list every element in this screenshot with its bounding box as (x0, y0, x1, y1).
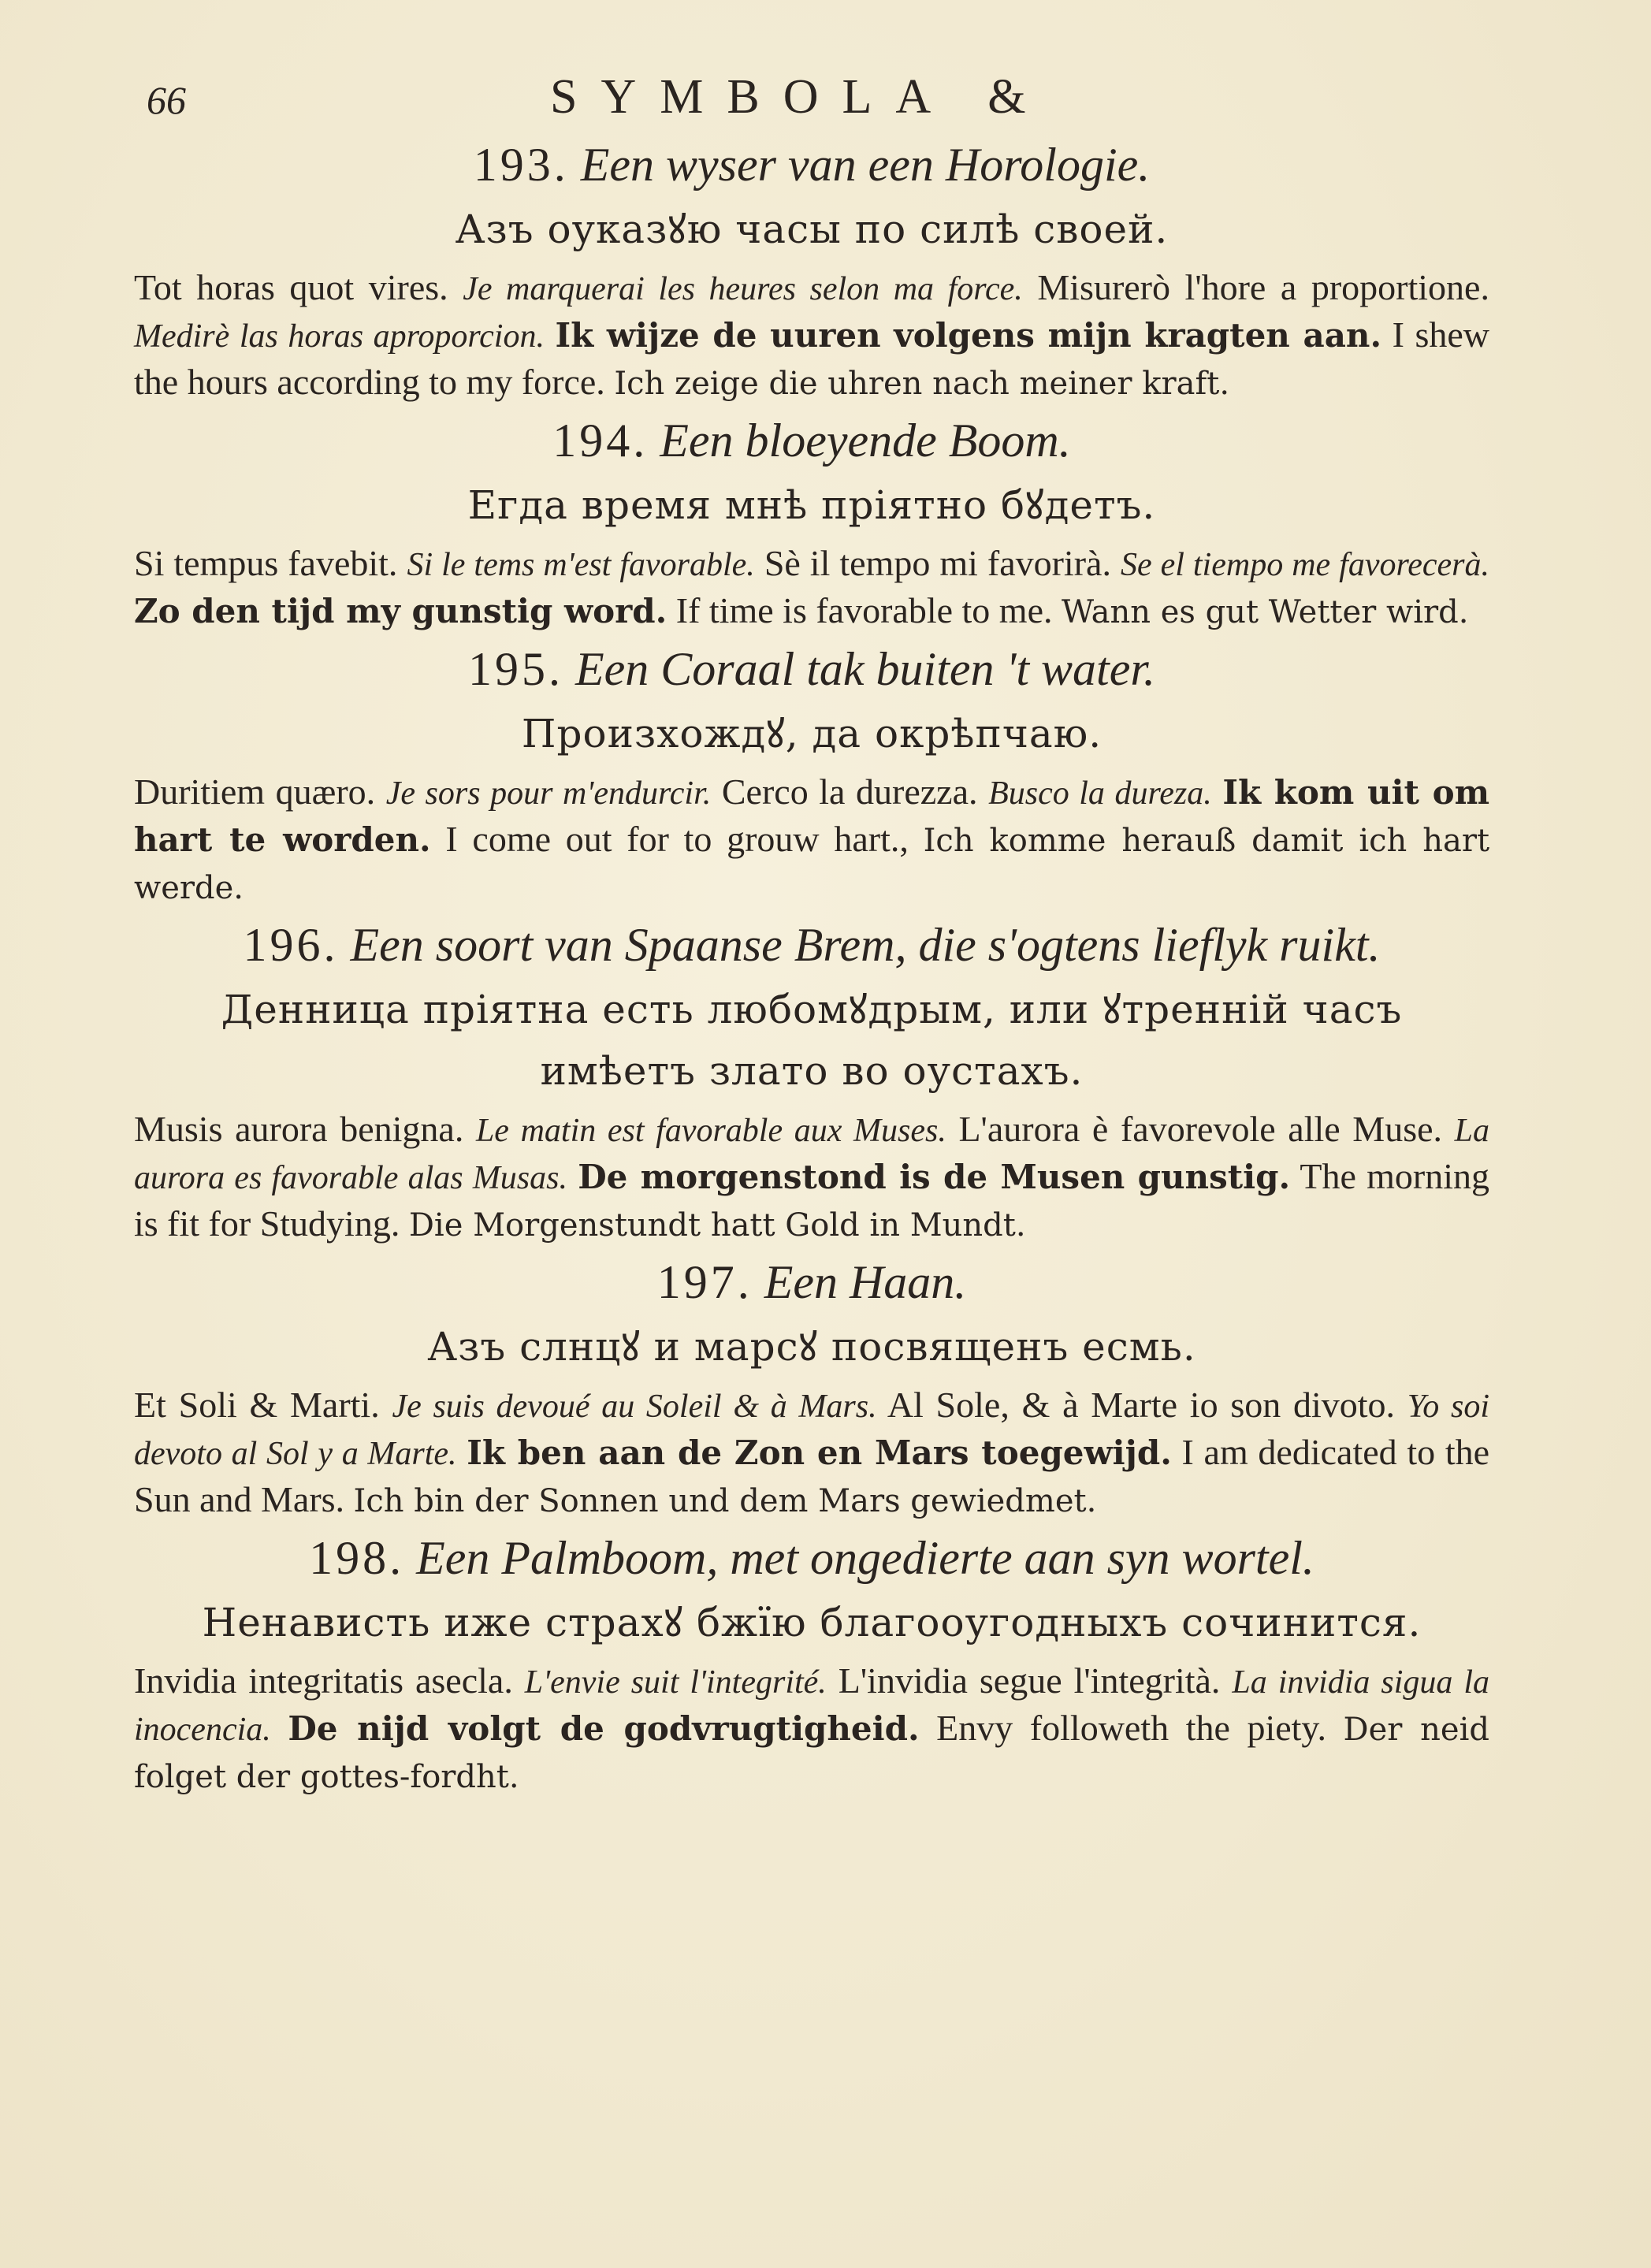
entry-title (134, 916, 1489, 974)
english-motto: I am dedicated to the Sun and Mars. (134, 1432, 1490, 1519)
latin-motto: Si tempus favebit. (134, 543, 398, 583)
italian-motto: Sè il tempo mi favorirà. (764, 543, 1111, 583)
slavonic-motto: Азъ слнцꙋ и марсꙋ посвященъ есмь. (427, 1324, 1196, 1370)
translations (134, 769, 1489, 911)
running-head: SYMBOLA & (550, 70, 1050, 124)
french-motto: Le matin est favorable aux Muses. (475, 1113, 946, 1149)
translations (134, 1382, 1489, 1524)
entry-number: 194. (552, 415, 649, 467)
german-motto: Ich komme herauß damit ich hart werde. (134, 823, 1490, 906)
latin-motto: Et Soli & Marti. (134, 1385, 380, 1425)
entry-title (134, 640, 1489, 698)
emblem-entry-194 (134, 411, 1489, 635)
spanish-motto: Medirè las horas aproporcion. (134, 318, 545, 355)
italian-motto: L'aurora è favorevole alle Muse. (958, 1109, 1443, 1149)
slavonic-motto: Егда время мнѣ пріятно бꙋдетъ. (467, 482, 1156, 528)
dutch-motto: Ik ben aan de Zon en Mars toegewijd. (467, 1433, 1172, 1472)
english-motto: I shew the hours according to my force. (134, 314, 1489, 402)
french-motto: L'envie suit l'integrité. (524, 1664, 827, 1701)
italian-motto: Misurerò l'hore a proportione. (1037, 267, 1489, 307)
entry-dutch-title: Een Coraal tak buiten 't water. (575, 643, 1156, 695)
english-motto: The morning is fit for Studying. (134, 1156, 1489, 1244)
entry-number: 195. (467, 643, 563, 695)
spanish-motto: La aurora es favorable alas Musas. (134, 1113, 1489, 1196)
dutch-motto: Zo den tijd my gunstig word. (134, 592, 667, 630)
spanish-motto: La invidia sigua la inocencia. (134, 1664, 1489, 1748)
latin-motto: Tot horas quot vires. (134, 267, 448, 307)
slavonic-motto: Азъ оуказꙋю часы по силѣ своей. (455, 206, 1169, 252)
entry-title (134, 1253, 1489, 1311)
latin-motto: Duritiem quæro. (134, 771, 376, 812)
slavonic-motto-line: имѣетъ злато во оустахъ. (540, 1048, 1084, 1094)
french-motto: Si le tems m'est favorable. (407, 547, 755, 583)
page-header (147, 69, 1502, 132)
german-motto: Ich bin der Sonnen und dem Mars gewiedmet. (353, 1483, 1097, 1519)
entry-dutch-title: Een bloeyende Boom. (660, 415, 1071, 467)
spanish-motto: Yo soi devoto al Sol y a Marte. (134, 1389, 1489, 1472)
entry-dutch-title: Een wyser van een Horologie. (580, 139, 1151, 191)
emblem-entry-196 (134, 916, 1489, 1248)
entry-dutch-title: Een Palmboom, met ongedierte aan syn wortel. (416, 1532, 1314, 1584)
entry-dutch-title: Een soort van Spaanse Brem, die s'ogtens lieflyk ruikt. (350, 919, 1381, 971)
entry-number: 196. (243, 919, 339, 971)
latin-motto: Musis aurora benigna. (134, 1109, 464, 1149)
translations (134, 1658, 1489, 1800)
dutch-motto: Ik wijze de uuren volgens mijn kragten aan. (555, 316, 1382, 355)
english-motto: If time is favorable to me. (675, 590, 1053, 630)
french-motto: Je marquerai les heures selon ma force. (463, 271, 1023, 307)
slavonic-motto (134, 979, 1489, 1102)
dutch-motto: De nijd volgt de godvrugtigheid. (288, 1709, 920, 1748)
french-motto: Je sors pour m'endurcir. (385, 775, 712, 812)
slavonic-motto: Ненависть иже страхꙋ бжїю благооугодныхъ сочинится. (202, 1600, 1422, 1645)
emblem-list (134, 132, 1489, 1805)
entry-title (134, 411, 1489, 470)
italian-motto: L'invidia segue l'integrità. (838, 1660, 1221, 1701)
emblem-entry-193 (134, 136, 1489, 407)
translations (134, 1106, 1489, 1248)
latin-motto: Invidia integritatis asecla. (134, 1660, 513, 1701)
french-motto: Je suis devoué au Soleil & à Mars. (392, 1389, 877, 1425)
entry-title (134, 136, 1489, 194)
emblem-entry-198 (134, 1529, 1489, 1800)
german-motto: Ich zeige die uhren nach meiner kraft. (614, 366, 1230, 402)
page-number: 66 (147, 78, 186, 122)
dutch-motto: De morgenstond is de Musen gunstig. (578, 1158, 1291, 1196)
german-motto: Die Morgenstundt hatt Gold in Mundt. (408, 1207, 1026, 1244)
dutch-motto: Ik kom uit om hart te worden. (134, 773, 1490, 859)
german-motto: Wann es gut Wetter wird. (1062, 594, 1469, 630)
english-motto: Envy followeth the piety. (936, 1708, 1326, 1748)
entry-number: 197. (656, 1256, 753, 1308)
english-motto: I come out for to grouw hart., (445, 819, 909, 859)
spanish-motto: Busco la dureza. (988, 775, 1212, 812)
slavonic-motto: Произхождꙋ, да окрѣпчаю. (521, 711, 1103, 757)
italian-motto: Al Sole, & à Marte io son divoto. (887, 1385, 1396, 1425)
german-motto: Der neid folget der gottes-fordht. (134, 1712, 1489, 1795)
entry-dutch-title: Een Haan. (764, 1256, 967, 1308)
entry-number: 198. (309, 1532, 405, 1584)
slavonic-motto-line: Денница пріятна есть любомꙋдрым, или ꙋтренній часъ (221, 987, 1403, 1032)
emblem-entry-197 (134, 1253, 1489, 1524)
entry-title (134, 1529, 1489, 1587)
spanish-motto: Se el tiempo me favorecerà. (1120, 547, 1490, 583)
emblem-entry-195 (134, 640, 1489, 911)
translations (134, 265, 1489, 407)
italian-motto: Cerco la durezza. (721, 771, 978, 812)
translations (134, 541, 1489, 635)
entry-number: 193. (473, 139, 569, 191)
